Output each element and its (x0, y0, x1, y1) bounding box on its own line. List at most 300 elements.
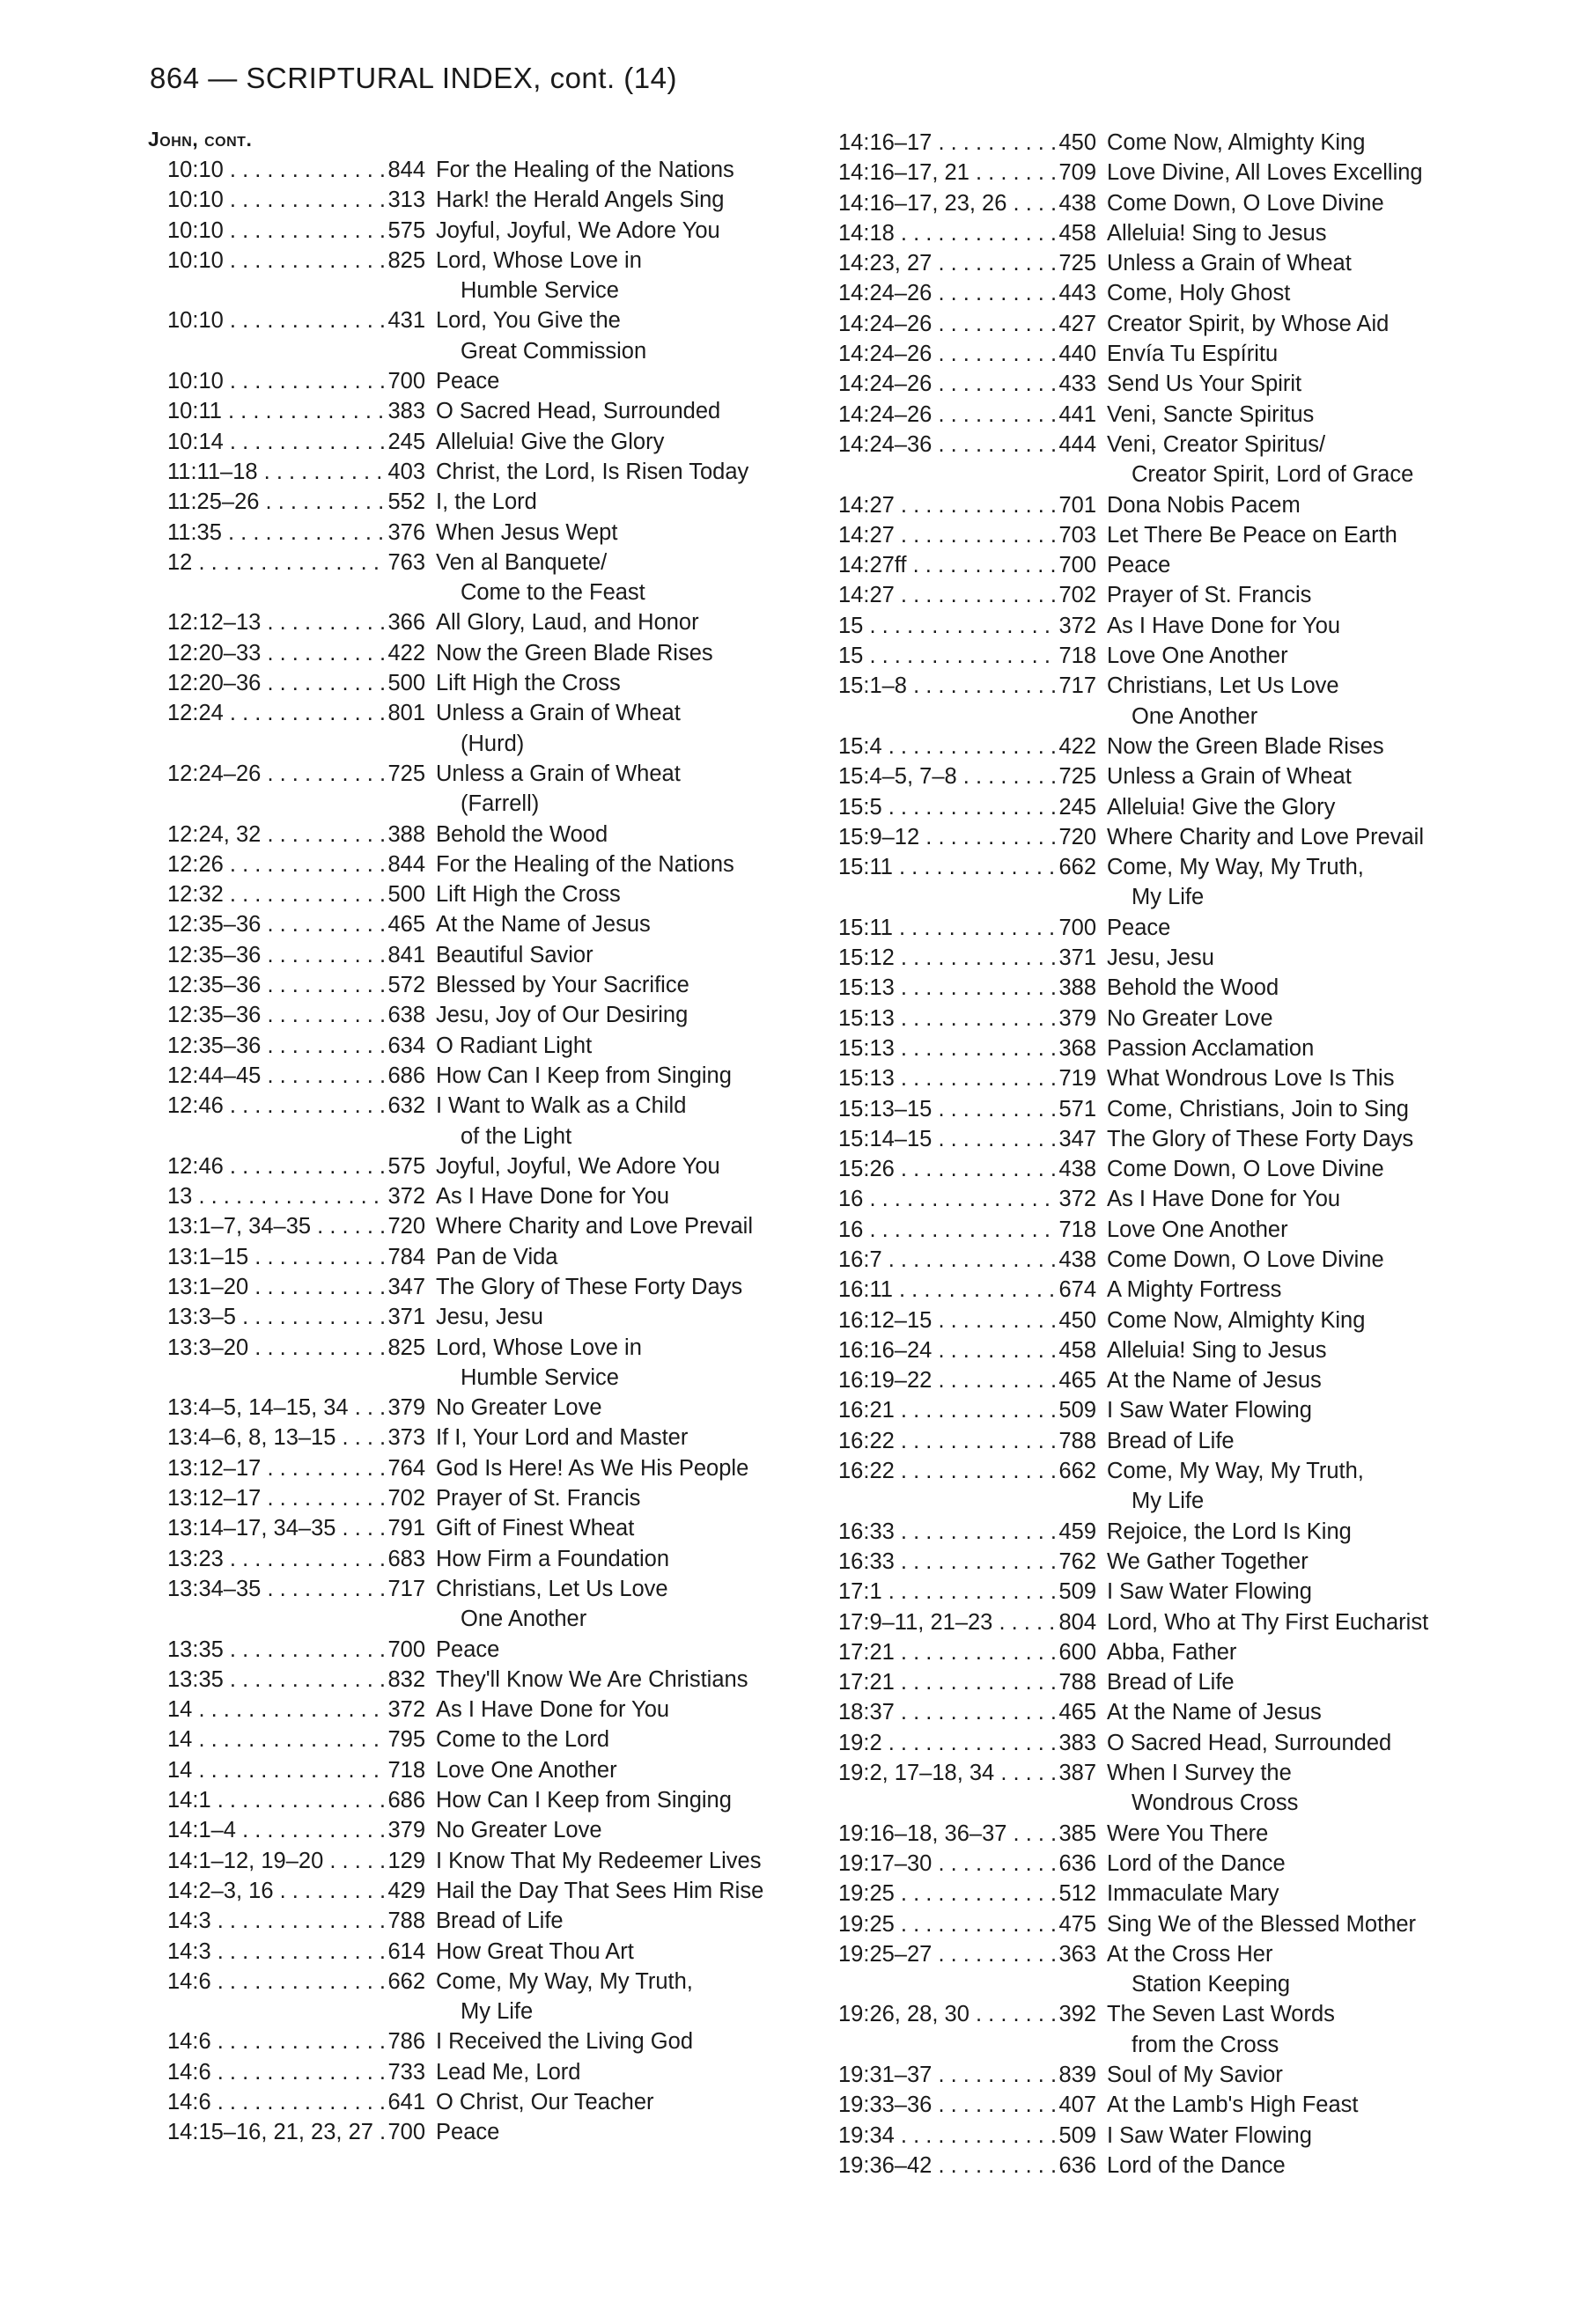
hymn-title (425, 849, 782, 879)
verse-reference: 10:11 (167, 399, 222, 424)
verse-reference: 13:34–35 (167, 1576, 262, 1601)
scripture-reference (819, 641, 1096, 671)
scripture-reference (148, 2087, 425, 2117)
index-entry (148, 1665, 782, 1695)
hymn-title (1096, 1245, 1453, 1275)
scripture-reference (148, 1815, 425, 1845)
index-entry (819, 761, 1453, 791)
verse-reference: 13:23 (167, 1546, 224, 1571)
hymn-number: 700 (1055, 550, 1096, 580)
scripture-reference (148, 487, 425, 517)
hymn-title-line: Abba, Father (1107, 1639, 1237, 1665)
index-entry (819, 2090, 1453, 2120)
scripture-reference (819, 248, 1096, 278)
hymn-title (1096, 218, 1453, 248)
index-entry (148, 185, 782, 215)
hymn-title-line: O Sacred Head, Surrounded (1107, 1730, 1392, 1755)
hymn-title-line: Peace (436, 2120, 500, 2145)
verse-reference: 16:22 (838, 1459, 895, 1484)
verse-reference: 16 (838, 1187, 864, 1212)
hymn-title-line: Soul of My Savior (1107, 2063, 1283, 2087)
hymn-title-line: All Glory, Laud, and Honor (436, 610, 699, 636)
index-entry (148, 305, 782, 366)
hymn-title (1096, 2090, 1453, 2120)
hymn-title (1096, 1728, 1453, 1758)
index-entry (819, 188, 1453, 218)
index-entry (819, 1577, 1453, 1607)
verse-reference: 14:1–12, 19–20 (167, 1848, 324, 1873)
hymn-title (1096, 1819, 1453, 1849)
hymn-number: 392 (1055, 1999, 1096, 2029)
index-entry (148, 1151, 782, 1181)
hymn-title-line: I Know That My Redeemer Lives (436, 1848, 762, 1873)
hymn-number: 422 (1055, 732, 1096, 761)
hymn-title (425, 1091, 782, 1151)
hymn-number: 450 (1055, 128, 1096, 158)
verse-reference: 18:37 (838, 1700, 895, 1725)
verse-reference: 14:24–36 (838, 431, 933, 457)
hymn-title-line: Come Down, O Love Divine (1107, 190, 1384, 216)
verse-reference: 16:11 (838, 1277, 893, 1303)
scripture-reference (148, 548, 425, 608)
verse-reference: 14:27 (838, 492, 895, 518)
scripture-reference (819, 2121, 1096, 2151)
index-entry (148, 698, 782, 759)
verse-reference: 12:35–36 (167, 973, 262, 998)
verse-reference: 14:6 (167, 2029, 211, 2055)
verse-reference: 12:24 (167, 701, 224, 726)
verse-reference: 10:14 (167, 429, 224, 454)
scripture-reference (819, 1004, 1096, 1033)
scripture-reference (819, 1215, 1096, 1245)
hymn-title (1096, 1637, 1453, 1667)
hymn-number: 347 (1055, 1124, 1096, 1154)
hymn-title-line: At the Lamb's High Feast (1107, 2092, 1359, 2118)
hymn-number: 786 (384, 2026, 425, 2056)
hymn-number: 795 (384, 1725, 425, 1754)
index-entry (148, 1785, 782, 1815)
scripture-reference (148, 1453, 425, 1483)
hymn-title (1096, 339, 1453, 369)
scripture-reference (148, 668, 425, 698)
hymn-title-continuation: of the Light (461, 1123, 572, 1149)
verse-reference: 15:14–15 (838, 1126, 933, 1151)
scripture-reference (819, 1033, 1096, 1063)
hymn-title-line: Creator Spirit, by Whose Aid (1107, 311, 1390, 336)
hymn-title (425, 970, 782, 1000)
scripture-reference (819, 732, 1096, 761)
scripture-reference (819, 913, 1096, 943)
verse-reference: 13:1–7, 34–35 (167, 1214, 312, 1239)
hymn-title (1096, 1577, 1453, 1607)
hymn-number: 379 (384, 1393, 425, 1423)
hymn-number: 245 (384, 427, 425, 457)
scripture-reference (148, 1483, 425, 1513)
hymn-title-continuation: My Life (1132, 885, 1205, 910)
hymn-title (425, 1302, 782, 1332)
verse-reference: 14:1–4 (167, 1818, 236, 1843)
hymn-title (425, 940, 782, 970)
index-entry (819, 1275, 1453, 1305)
hymn-title-line: I Saw Water Flowing (1107, 1398, 1312, 1423)
index-entry (819, 128, 1453, 158)
hymn-title-line: Love One Another (436, 1757, 617, 1783)
index-entry (148, 638, 782, 668)
scripture-reference (148, 1302, 425, 1332)
hymn-number: 383 (384, 396, 425, 426)
hymn-number: 129 (384, 1846, 425, 1876)
index-entry (148, 1031, 782, 1061)
verse-reference: 16:12–15 (838, 1307, 933, 1333)
verse-reference: 14:3 (167, 1938, 211, 1964)
verse-reference: 19:26, 28, 30 (838, 2002, 969, 2027)
hymn-title-line: Come, Holy Ghost (1107, 281, 1291, 306)
index-entry (819, 641, 1453, 671)
verse-reference: 16:21 (838, 1398, 895, 1423)
hymn-title-line: Lord, You Give the (436, 308, 621, 334)
scripture-reference (148, 607, 425, 637)
verse-reference: 13:35 (167, 1636, 224, 1662)
hymn-number: 512 (1055, 1879, 1096, 1908)
hymn-title-line: Peace (436, 1636, 500, 1662)
hymn-number: 791 (384, 1513, 425, 1543)
verse-reference: 10:10 (167, 369, 224, 394)
index-entry (819, 732, 1453, 761)
scripture-reference (819, 1819, 1096, 1849)
hymn-title (1096, 1033, 1453, 1063)
hymn-title-continuation: (Hurd) (461, 731, 525, 756)
hymn-title-line: God Is Here! As We His People (436, 1455, 749, 1481)
scripture-reference (148, 1061, 425, 1091)
hymn-number: 379 (384, 1815, 425, 1845)
verse-reference: 13:1–15 (167, 1244, 249, 1269)
hymn-title (425, 1695, 782, 1725)
hymn-title-continuation: My Life (1132, 1489, 1205, 1514)
verse-reference: 15:5 (838, 794, 882, 820)
index-entry (148, 1181, 782, 1211)
hymn-number: 363 (1055, 1939, 1096, 1969)
hymn-title (1096, 761, 1453, 791)
hymn-title (425, 487, 782, 517)
hymn-number: 700 (384, 366, 425, 396)
index-entry (819, 1395, 1453, 1425)
hymn-title-continuation: Wondrous Cross (1132, 1791, 1299, 1816)
verse-reference: 13 (167, 1184, 193, 1210)
hymn-title (425, 1635, 782, 1665)
hymn-title (425, 185, 782, 215)
verse-reference: 12:24, 32 (167, 821, 262, 847)
scripture-reference (148, 2117, 425, 2147)
scripture-reference (819, 2090, 1096, 2120)
verse-reference: 14:24–26 (838, 401, 933, 427)
hymn-title (425, 1785, 782, 1815)
verse-reference: 11:35 (167, 519, 222, 545)
hymn-title (425, 457, 782, 487)
verse-reference: 11:25–26 (167, 489, 260, 515)
index-entry (819, 369, 1453, 399)
hymn-title-line: At the Name of Jesus (1107, 1368, 1322, 1394)
index-entry (819, 1365, 1453, 1395)
hymn-title-line: Come, Christians, Join to Sing (1107, 1096, 1409, 1122)
scripture-reference (819, 430, 1096, 490)
hymn-number: 733 (384, 2057, 425, 2087)
scripture-reference (148, 1242, 425, 1272)
index-entry (819, 792, 1453, 822)
hymn-number: 433 (1055, 369, 1096, 399)
hymn-number: 373 (384, 1423, 425, 1452)
hymn-number: 841 (384, 940, 425, 970)
hymn-number: 552 (384, 487, 425, 517)
verse-reference: 15:13 (838, 975, 895, 1001)
hymn-number: 509 (1055, 1395, 1096, 1425)
hymn-number: 832 (384, 1665, 425, 1695)
hymn-title-line: I Received the Living God (436, 2029, 694, 2055)
hymn-number: 368 (1055, 1033, 1096, 1063)
hymn-number: 376 (384, 518, 425, 548)
hymn-title (1096, 1939, 1453, 2000)
hymn-title-line: Love One Another (1107, 644, 1288, 669)
hymn-title-line: Lift High the Cross (436, 671, 621, 696)
hymn-title (1096, 128, 1453, 158)
verse-reference: 13:14–17, 34–35 (167, 1516, 336, 1541)
verse-reference: 14:16–17 (838, 130, 933, 155)
hymn-title (1096, 580, 1453, 610)
scripture-reference (819, 792, 1096, 822)
index-entry (148, 1725, 782, 1754)
hymn-title (425, 366, 782, 396)
verse-reference: 14:6 (167, 2090, 211, 2114)
verse-reference: 14:16–17, 23, 26 (838, 190, 1007, 216)
index-entry (148, 1061, 782, 1091)
index-entry (148, 607, 782, 637)
verse-reference: 10:10 (167, 158, 224, 182)
hymn-title (1096, 641, 1453, 671)
scripture-reference (148, 879, 425, 909)
verse-reference: 19:36–42 (838, 2152, 933, 2178)
index-entry (148, 1242, 782, 1272)
scripture-reference (148, 1393, 425, 1423)
hymn-title (425, 548, 782, 608)
verse-reference: 17:21 (838, 1639, 895, 1665)
hymn-title-line: Let There Be Peace on Earth (1107, 522, 1397, 548)
scripture-reference (148, 820, 425, 849)
scripture-reference (819, 822, 1096, 852)
index-entry (148, 2057, 782, 2087)
hymn-title-line: Passion Acclamation (1107, 1035, 1315, 1061)
verse-reference: 15:11 (838, 915, 893, 940)
hymn-title (1096, 2151, 1453, 2181)
hymn-title-line: Come Now, Almighty King (1107, 130, 1366, 155)
hymn-number: 372 (384, 1181, 425, 1211)
scripture-reference (148, 1937, 425, 1967)
page-header: 864 — SCRIPTURAL INDEX, cont. (14) (150, 62, 677, 94)
scripture-reference (148, 638, 425, 668)
hymn-title-line: Prayer of St. Francis (1107, 583, 1312, 608)
index-entry (148, 1393, 782, 1423)
hymn-title (425, 1513, 782, 1543)
hymn-title-line: Ven al Banquete/ (436, 549, 608, 575)
scripture-reference (819, 490, 1096, 520)
scripture-reference (148, 1423, 425, 1452)
scripture-reference (148, 366, 425, 396)
hymn-title-line: How Firm a Foundation (436, 1546, 670, 1571)
hymn-number: 440 (1055, 339, 1096, 369)
scripture-reference (148, 518, 425, 548)
hymn-number: 388 (1055, 973, 1096, 1003)
hymn-number: 804 (1055, 1607, 1096, 1637)
verse-reference: 13:12–17 (167, 1455, 262, 1481)
index-entry (819, 1456, 1453, 1517)
hymn-title (425, 2087, 782, 2117)
hymn-title-line: Lord, Whose Love in (436, 1335, 642, 1360)
scripture-reference (819, 1365, 1096, 1395)
verse-reference: 13:35 (167, 1666, 224, 1692)
hymn-title (425, 1544, 782, 1574)
hymn-title-line: Alleluia! Give the Glory (436, 429, 665, 454)
verse-reference: 14:18 (838, 220, 895, 246)
scripture-reference (148, 1031, 425, 1061)
hymn-title-line: Behold the Wood (436, 821, 608, 847)
hymn-number: 571 (1055, 1094, 1096, 1124)
hymn-title (425, 518, 782, 548)
hymn-title-line: How Can I Keep from Singing (436, 1788, 732, 1813)
scripture-reference (819, 1577, 1096, 1607)
index-entry (819, 1607, 1453, 1637)
hymn-number: 702 (1055, 580, 1096, 610)
hymn-title-line: I Saw Water Flowing (1107, 2122, 1312, 2148)
hymn-title-line: As I Have Done for You (1107, 613, 1341, 638)
scripture-reference (819, 278, 1096, 308)
hymn-number: 372 (1055, 1184, 1096, 1214)
hymn-number: 725 (1055, 761, 1096, 791)
hymn-number: 717 (384, 1574, 425, 1604)
index-entry (148, 1695, 782, 1725)
hymn-title-line: Christians, Let Us Love (1107, 673, 1339, 699)
hymn-number: 422 (384, 638, 425, 668)
hymn-number: 438 (1055, 1245, 1096, 1275)
index-entry (819, 1004, 1453, 1033)
hymn-title-line: Unless a Grain of Wheat (436, 761, 681, 786)
scripture-reference (819, 218, 1096, 248)
hymn-title-line: Peace (1107, 553, 1171, 578)
scripture-reference (819, 1184, 1096, 1214)
verse-reference: 14 (167, 1727, 193, 1753)
hymn-number: 784 (384, 1242, 425, 1272)
hymn-title-line: Alleluia! Sing to Jesus (1107, 220, 1327, 246)
hymn-number: 572 (384, 970, 425, 1000)
hymn-number: 313 (384, 185, 425, 215)
verse-reference: 16:19–22 (838, 1368, 933, 1394)
verse-reference: 15:13 (838, 1005, 895, 1031)
hymn-title (425, 1333, 782, 1394)
index-entry (819, 1697, 1453, 1727)
verse-reference: 16:22 (838, 1428, 895, 1453)
verse-reference: 14:6 (167, 2059, 211, 2085)
index-entry (148, 457, 782, 487)
hymn-title (1096, 1395, 1453, 1425)
hymn-title-line: I, the Lord (436, 489, 537, 515)
right-entry-list (819, 128, 1453, 2181)
hymn-number: 427 (1055, 309, 1096, 339)
hymn-title-line: I Want to Walk as a Child (436, 1093, 687, 1119)
index-entry (148, 1000, 782, 1030)
hymn-title (425, 1815, 782, 1845)
index-entry (148, 1574, 782, 1635)
hymn-title (1096, 2121, 1453, 2151)
hymn-number: 662 (384, 1967, 425, 1997)
hymn-title-line: Come Down, O Love Divine (1107, 1247, 1384, 1272)
verse-reference: 19:2, 17–18, 34 (838, 1761, 995, 1786)
hymn-title (425, 396, 782, 426)
scripture-reference (819, 339, 1096, 369)
scripture-reference (819, 1517, 1096, 1547)
index-entry (819, 1939, 1453, 2000)
hymn-title (425, 1755, 782, 1785)
verse-reference: 12:32 (167, 882, 224, 908)
hymn-title (1096, 671, 1453, 732)
verse-reference: 17:21 (838, 1670, 895, 1695)
scripture-reference (148, 1000, 425, 1030)
index-entry (148, 1483, 782, 1513)
index-entry (819, 2060, 1453, 2090)
scripture-reference (819, 1758, 1096, 1819)
index-entry (148, 668, 782, 698)
hymn-title (425, 1725, 782, 1754)
hymn-number: 407 (1055, 2090, 1096, 2120)
verse-reference: 10:10 (167, 308, 224, 334)
hymn-title-line: Sing We of the Blessed Mother (1107, 1911, 1417, 1937)
hymn-number: 632 (384, 1091, 425, 1121)
index-entry (148, 1846, 782, 1876)
hymn-title-line: As I Have Done for You (436, 1697, 670, 1723)
hymn-title-line: When Jesus Wept (436, 519, 618, 545)
verse-reference: 15:4 (838, 733, 882, 759)
verse-reference: 14:27ff (838, 553, 907, 578)
index-entry (819, 218, 1453, 248)
hymn-title-line: Jesu, Jesu (436, 1305, 543, 1330)
hymn-title (425, 1000, 782, 1030)
hymn-title (425, 759, 782, 820)
hymn-title (1096, 2060, 1453, 2090)
index-entry (819, 1124, 1453, 1154)
hymn-number: 372 (1055, 611, 1096, 641)
index-entry (819, 278, 1453, 308)
hymn-number: 403 (384, 457, 425, 487)
hymn-title (1096, 1849, 1453, 1879)
index-entry (819, 1154, 1453, 1184)
hymn-title (425, 1906, 782, 1936)
hymn-title (1096, 369, 1453, 399)
index-entry (148, 396, 782, 426)
scripture-reference (148, 185, 425, 215)
hymn-title (425, 427, 782, 457)
index-entry (148, 1333, 782, 1394)
hymn-title-continuation: Humble Service (461, 1364, 619, 1390)
index-entry (148, 2026, 782, 2056)
verse-reference: 14:24–26 (838, 371, 933, 397)
index-entry (819, 1819, 1453, 1849)
scripture-reference (148, 1906, 425, 1936)
hymn-title-line: When I Survey the (1107, 1761, 1292, 1786)
verse-reference: 15:13 (838, 1066, 895, 1092)
verse-reference: 19:25 (838, 1881, 895, 1907)
hymn-title (1096, 158, 1453, 188)
scripture-reference (819, 1909, 1096, 1939)
hymn-number: 387 (1055, 1758, 1096, 1788)
index-entry (148, 1937, 782, 1967)
index-entry (148, 2117, 782, 2147)
verse-reference: 13:4–6, 8, 13–15 (167, 1425, 336, 1451)
